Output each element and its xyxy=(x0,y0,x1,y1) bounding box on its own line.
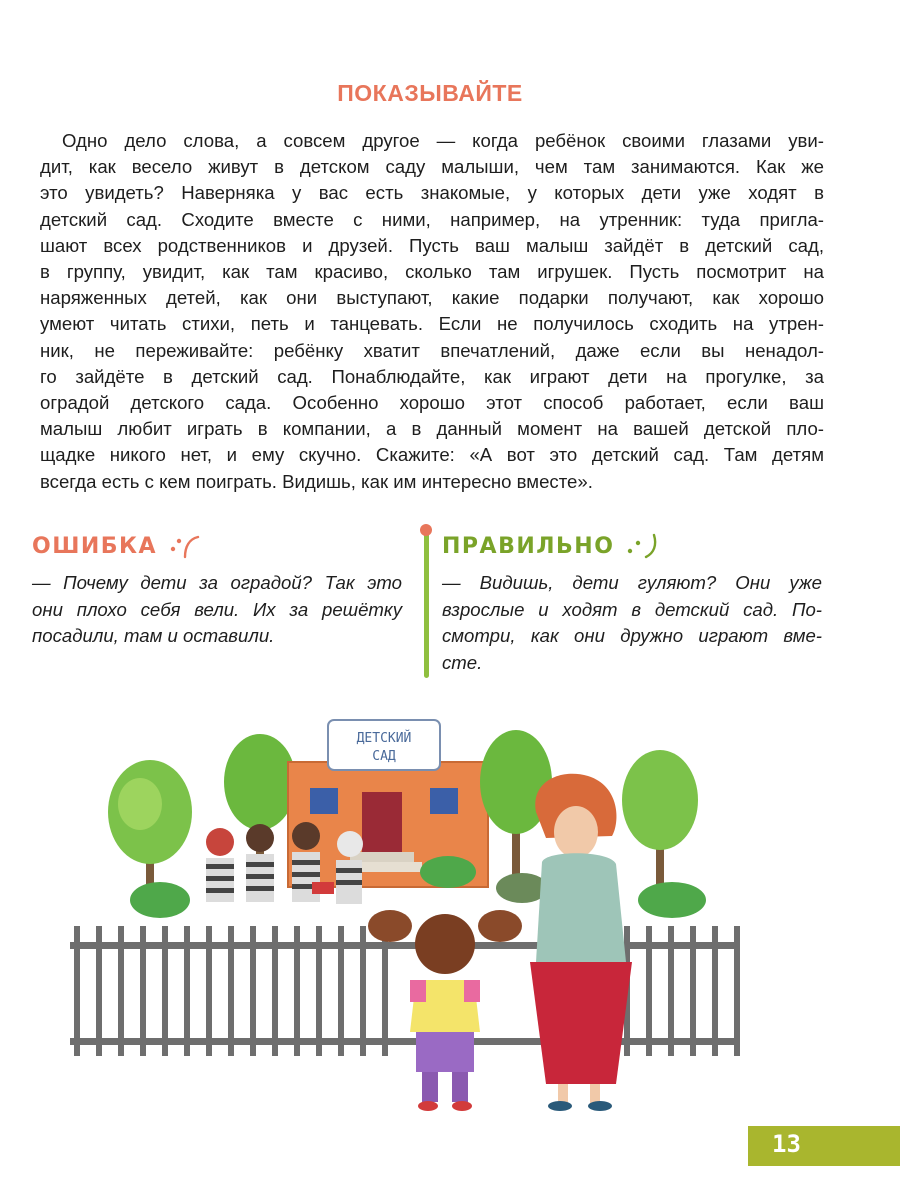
correct-line: сте. xyxy=(442,651,483,673)
divider-dot xyxy=(420,524,432,536)
mistake-column xyxy=(32,528,402,650)
correct-line: — Видишь, дети гуляют? Они уже xyxy=(442,572,822,593)
body-line: оградой детского сада. Особенно хорошо этот способ работает, если ваш xyxy=(40,392,824,414)
body-line: детский сад. Сходите вместе с ними, например, на утренник: туда пригла- xyxy=(40,208,824,230)
body-line: всегда есть с кем поиграть. Видишь, как им интересно вместе». xyxy=(40,470,593,492)
sad-face-icon xyxy=(165,531,201,561)
girl-figure xyxy=(368,910,522,1111)
page-number-tab xyxy=(748,1126,900,1166)
mistake-heading xyxy=(32,528,402,564)
correct-heading-label: ПРАВИЛЬНО xyxy=(442,533,615,559)
mistake-text xyxy=(32,570,402,650)
body-paragraph xyxy=(40,128,824,495)
correct-line: взрослые и ходят в детский сад. По- xyxy=(442,598,822,620)
fence xyxy=(70,926,740,1056)
correct-text xyxy=(442,570,822,676)
body-line: го зайдёте в детский сад. Понаблюдайте, как играют дети на прогулке, за xyxy=(40,365,824,387)
body-line: ник, не переживайте: ребёнку хватит впечатлений, даже если вы ненадол- xyxy=(40,339,824,361)
correct-line: смотри, как они дружно играют вме- xyxy=(442,625,822,647)
mistake-line: они плохо себя вели. Их за решётку xyxy=(32,598,402,620)
body-line: наряженных детей, как они выступают, какие подарки получают, как хорошо xyxy=(40,287,824,309)
body-line: это увидеть? Наверняка у вас есть знакомые, у которых дети уже ходят в xyxy=(40,182,824,204)
kindergarten-illustration xyxy=(60,712,760,1132)
body-line: шают всех родственников и друзей. Пусть ваш малыш зайдёт в детский сад, xyxy=(40,234,824,256)
column-divider xyxy=(424,530,429,678)
body-line: малыш любит играть в компании, а в данный момент на вашей детской пло- xyxy=(40,418,824,440)
section-title: ПОКАЗЫВАЙТЕ xyxy=(337,80,523,106)
mistake-heading-label: ОШИБКА xyxy=(32,533,158,559)
mother-figure xyxy=(530,774,632,1111)
body-line: дит, как весело живут в детском саду малыши, чем там занимаются. Как же xyxy=(40,156,824,178)
page-number: 13 xyxy=(772,1130,801,1158)
mistake-line: посадили, там и оставили. xyxy=(32,625,275,647)
correct-column xyxy=(442,528,822,676)
body-line: щадке никого нет, и ему скучно. Скажите: «А вот это детский сад. Там детям xyxy=(40,444,824,466)
sign-text-line2: САД xyxy=(372,749,396,764)
sign-text-line1: ДЕТСКИЙ xyxy=(356,731,412,746)
body-line: Одно дело слова, а совсем другое — когда ребёнок своими глазами уви- xyxy=(62,130,824,151)
body-line: умеют читать стихи, петь и танцевать. Если не получилось сходить на утрен- xyxy=(40,313,824,335)
correct-heading xyxy=(442,528,822,564)
body-line: в группу, увидит, как там красиво, сколько там игрушек. Пусть посмотрит на xyxy=(40,261,824,283)
mistake-line: — Почему дети за оградой? Так это xyxy=(32,572,402,593)
smile-face-icon xyxy=(622,531,662,561)
